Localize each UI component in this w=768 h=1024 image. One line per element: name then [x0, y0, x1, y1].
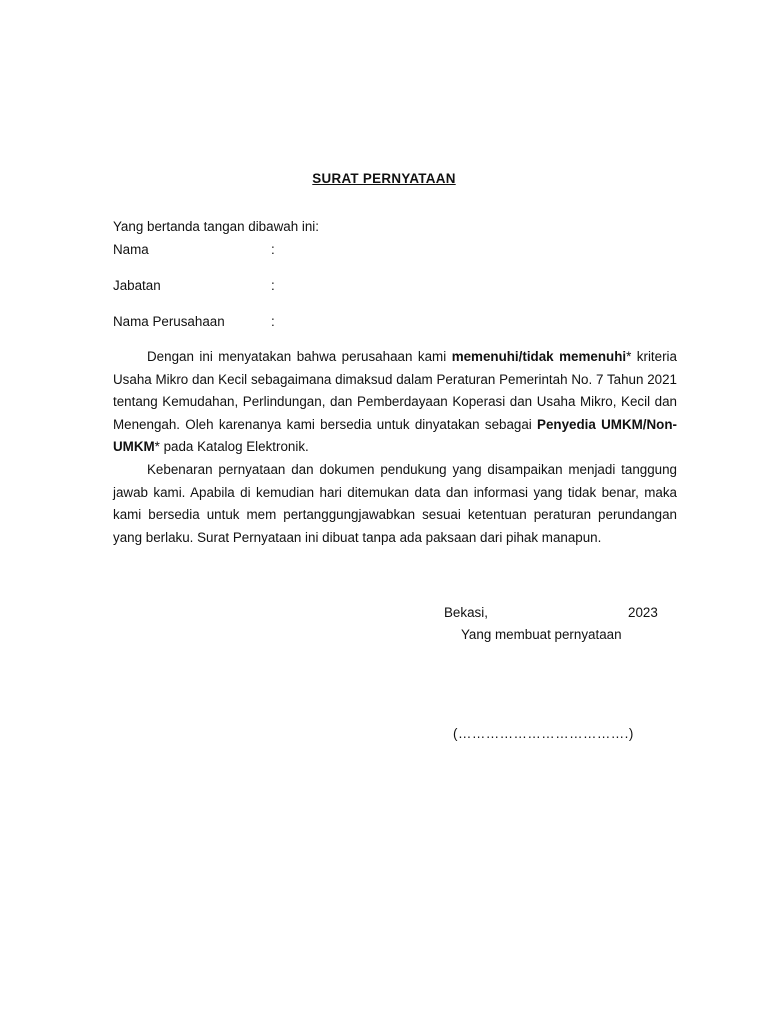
signature-maker-label: Yang membuat pernyataan	[461, 627, 622, 642]
field-colon-nama-perusahaan: :	[271, 314, 275, 329]
statement-text-1: Dengan ini menyatakan bahwa perusahaan kami	[147, 349, 452, 364]
signature-place: Bekasi,	[444, 605, 488, 620]
field-colon-jabatan: :	[271, 278, 275, 293]
statement-paragraph	[113, 346, 677, 459]
document-title: SURAT PERNYATAAN	[312, 171, 456, 186]
statement-text-2: * kriteria Usaha Mikro dan Kecil sebagaimana dimaksud dalam Peraturan Pemerintah No. 7 Tahun 2021 tentang Kemudahan, Perlindungan, dan Pemberdayaan Koperasi dan Usaha Mikro, Kecil dan Menengah. Oleh karenanya kami bersedia untuk dinyatakan sebagai	[113, 349, 677, 432]
intro-text: Yang bertanda tangan dibawah ini:	[113, 219, 319, 234]
signature-name-line: (……………………………….)	[453, 726, 634, 741]
signature-year: 2023	[628, 605, 658, 620]
statement-bold-provider: Penyedia UMKM/Non-UMKM	[113, 416, 677, 454]
statement-text-3: * pada Katalog Elektronik.	[154, 439, 309, 454]
responsibility-text: Kebenaran pernyataan dan dokumen pendukung yang disampaikan menjadi tanggung jawab kami. Apabila di kemudian hari ditemukan data dan informasi yang tidak benar, maka kami bersedia untuk mem pertanggungjawabkan sesuai ketentuan peraturan perundangan yang berlaku. Surat Pernyataan ini dibuat tanpa ada paksaan dari pihak manapun.	[113, 462, 677, 545]
statement-bold-criteria: memenuhi/tidak memenuhi	[451, 349, 627, 364]
responsibility-paragraph	[113, 459, 677, 549]
field-label-nama: Nama	[113, 242, 149, 257]
field-label-nama-perusahaan: Nama Perusahaan	[113, 314, 225, 329]
field-label-jabatan: Jabatan	[113, 278, 161, 293]
field-colon-nama: :	[271, 242, 275, 257]
